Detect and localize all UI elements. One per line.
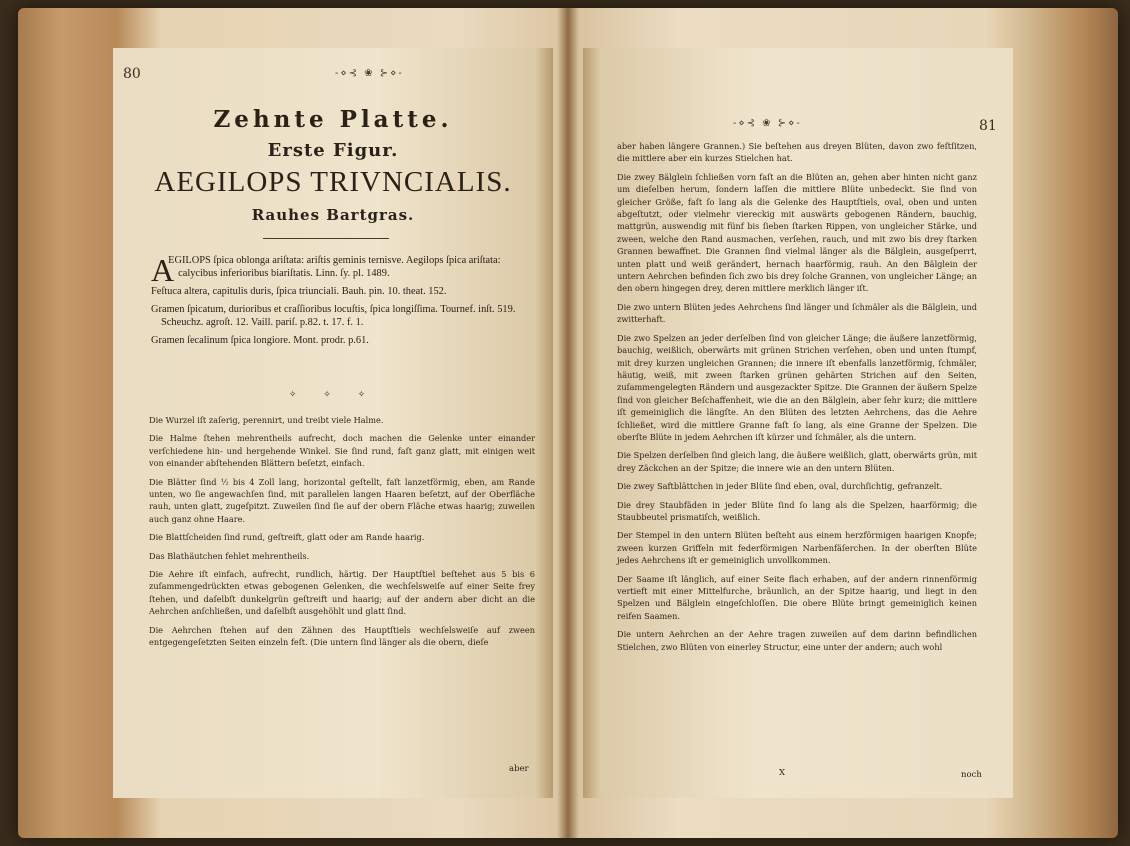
paragraph-baelglein: Die zwey Bälglein ſchließen vorn faſt an die Blüten an, gehen aber hinten nicht ganz um dieſelben herum, ſondern laſſen die mittlere Blüte unbedeckt. Sie ſind von gleicher Größe, faſt ſo lang als die Gelenke des Hauptſtiels, oval, oben und unten abgeſtutzt, oder vielmehr viereckig mit auswärts gebogenen Rändern, bauchig, mattgrün, auswendig mit fünf bis ſieben ſtarken Rippen, von ungleicher Stärke, und zween, welche den Rand ausmachen, verſehen, rauch, und mit zwo bis drey ſtarken Grannen bewaffnet. Die Grannen ſind vielmal länger als die Bälglein, ausgeſperrt, unten platt und weiß gerändert, hernach haarförmig, rauh. An den Bälglein der untern Aehrchen befinden ſich zwo bis drey ſolche Grannen, von ungleicher Länge; an den obern hingegen drey, deren mittlere merklich länger iſt. xyxy=(617,171,977,294)
synonym-1: A EGILOPS ſpica oblonga ariſtata: ariſtis geminis ternisve. Aegilops ſpica ariſtata: calycibus inferioribus biariſtatis. Linn. ſy. pl. 1489. xyxy=(151,252,501,288)
figure-title: Erste Figur. xyxy=(267,140,399,161)
page-number-right: 81 xyxy=(979,118,997,134)
paragraph-halme: Die Halme ſtehen mehrentheils aufrecht, doch machen die Gelenke unter einander verſchiedene hin- und hergehende Winkel. Sie ſind rund, faſt ganz glatt, mit einigen weit von einander abſtehenden Blättern beſetzt, einfach. xyxy=(149,433,535,469)
paragraph-staubfaeden: Die drey Staubfäden in jeder Blüte ſind ſo lang als die Spelzen, haarförmig; die Staubbeutel prismatiſch, weißlich. xyxy=(617,499,977,522)
paragraph-aehrchen: Die Aehrchen ſtehen auf den Zähnen des Hauptſtiels wechſelsweiſe auf zween entgegengeſetzten Seiten einzeln feſt. (Die untern ſind länger als die obern, dieſe xyxy=(149,624,535,648)
synonym-4: Gramen ſecalinum ſpica longiore. Mont. prodr. p.61. xyxy=(151,335,369,346)
ornament-right: -⋄⊰ ❀ ⊱⋄- xyxy=(733,118,802,129)
paragraph-blaetter: Die Blätter ſind ½ bis 4 Zoll lang, horizontal geſtellt, faſt lanzetförmig, eben, am Rande unten, wo ſie angewachſen ſind, mit parallelen langen Haaren beſetzt, auf der Oberfläche rauh, unten glatt, zugeſpitzt. Zuweilen ſind ſie auf der obern Fläche etwas haarig; zuweilen auch ganz ohne Haare. xyxy=(149,476,535,524)
right-page xyxy=(583,48,1013,798)
synonyms-block xyxy=(151,254,535,352)
synonym-2: Feſtuca altera, capitulis duris, ſpica triunciali. Bauh. pin. 10. theat. 152. xyxy=(151,286,447,297)
plate-title: Zehnte Platte. xyxy=(213,106,453,133)
paragraph-blattscheiden: Die Blattſcheiden ſind rund, geſtreift, glatt oder am Rande haarig. xyxy=(149,532,425,543)
book xyxy=(18,8,1118,838)
drop-cap: A xyxy=(151,252,175,288)
left-page xyxy=(113,48,553,798)
signature-mark: X xyxy=(779,768,786,778)
paragraph-blueten: Die zwo untern Blüten jedes Aehrchens ſind länger und ſchmäler als die Bälglein, und zwitterhaft. xyxy=(617,301,977,325)
catchword-right: noch xyxy=(961,770,982,780)
divider-rule xyxy=(263,238,389,239)
paragraph-continuation: aber haben längere Grannen.) Sie beſtehen aus dreyen Blüten, davon zwo feſtſitzen, die mittlere aber ein kurzes Stielchen hat. xyxy=(617,141,977,164)
paragraph-saame: Der Saame iſt länglich, auf einer Seite flach erhaben, auf der andern rinnenförmig vertieft mit einer Mittelfurche, bräunlich, an der Spitze haarig, und liegt in den Spelzen und Bälglein eingeſchloſſen. Die obere Blüte bringt gemeiniglich keinen reifen Saamen. xyxy=(617,573,977,621)
paragraph-blathaeutchen: Das Blathäutchen fehlet mehrentheils. xyxy=(149,550,310,561)
ornament-left: -⋄⊰ ❀ ⊱⋄- xyxy=(335,68,404,79)
paragraph-spelzen-oberste: Die Spelzen derſelben ſind gleich lang, die äußere weißlich, glatt, oberwärts grün, mit drey Zäckchen an der Spitze; die innere wie an den untern Blüten. xyxy=(617,450,977,473)
paragraph-untere-aehrchen: Die untern Aehrchen an der Aehre tragen zuweilen auf dem darinn befindlichen Stielchen, zwo Blüten von einerley Structur, eine unter der andern; auch wohl xyxy=(617,629,977,652)
page-number-left: 80 xyxy=(123,66,141,82)
synonym-3: Gramen ſpicatum, durioribus et craſſioribus locuſtis, ſpica longiſſima. Tournef. inſt. 519. Scheuchz. agroſt. 12. Vaill. pariſ. p.82. t. 17. f. 1. xyxy=(151,304,516,328)
right-body xyxy=(617,140,977,659)
paragraph-saftblaettchen: Die zwey Saftblättchen in jeder Blüte ſind eben, oval, durchſichtig, gefranzelt. xyxy=(617,481,943,492)
catchword-left: aber xyxy=(509,764,529,774)
german-name: Rauhes Bartgras. xyxy=(251,206,415,224)
left-body xyxy=(149,414,535,655)
latin-title: AEGILOPS TRIVNCIALIS. xyxy=(154,166,512,198)
paragraph-spelzen: Die zwo Spelzen an jeder derſelben ſind von gleicher Länge; die äußere lanzetförmig, bauchig, weißlich, oberwärts mit grünen Strichen verſehen, oben und unten ſtumpf, mit drey kurzen ungleichen Grannen; die innere iſt ebenfalls lanzetförmig, ſchmäler, häutig, weiß, mit zween ſtarken grünen gehärten Strichen auf den Seiten, zuſammengelegten Rändern und ausgezackter Spitze. Die Grannen der äußern Spelze ſind von gleicher Beſchaffenheit, wie die an den Bälglein, aber ſehr kurz; die mittlere iſt gemeiniglich die längſte. An den Blüten des letzten Aehrchens, das die Aehre ſchließet, wird die mittlere Granne faſt ſo lang, als eine Granne der Spelzen. Die oberſte Blüte in jedem Aehrchen iſt kürzer und ſchmäler, als die untern. xyxy=(617,332,977,442)
paragraph-stempel: Der Stempel in den untern Blüten beſteht aus einem herzförmigen haarigen Knopfe; zween kurzen Griffeln mit federförmigen Narbenfäſerchen. In der oberſten Blüte jedes Aehrchens iſt er gemeiniglich unvollkommen. xyxy=(617,530,977,566)
paragraph-wurzel: Die Wurzel iſt zaſerig, perennirt, und treibt viele Halme. xyxy=(149,415,384,425)
star-divider: ✧ ✧ ✧ xyxy=(288,390,378,400)
paragraph-aehre: Die Aehre iſt einfach, aufrecht, rundlich, härtig. Der Hauptſtiel beſtehet aus 5 bis 6 zuſammengedrückten etwas gebogenen Gelenken, die wechſelsweiſe auf einer Seite frey ſtehen, und daſelbſt dunkelgrün geſtreift und haarig; auf der andern aber dicht an die Aehrchen anſchließen, und daſelbſt ausgehöhlt und glatt ſind. xyxy=(149,569,535,617)
